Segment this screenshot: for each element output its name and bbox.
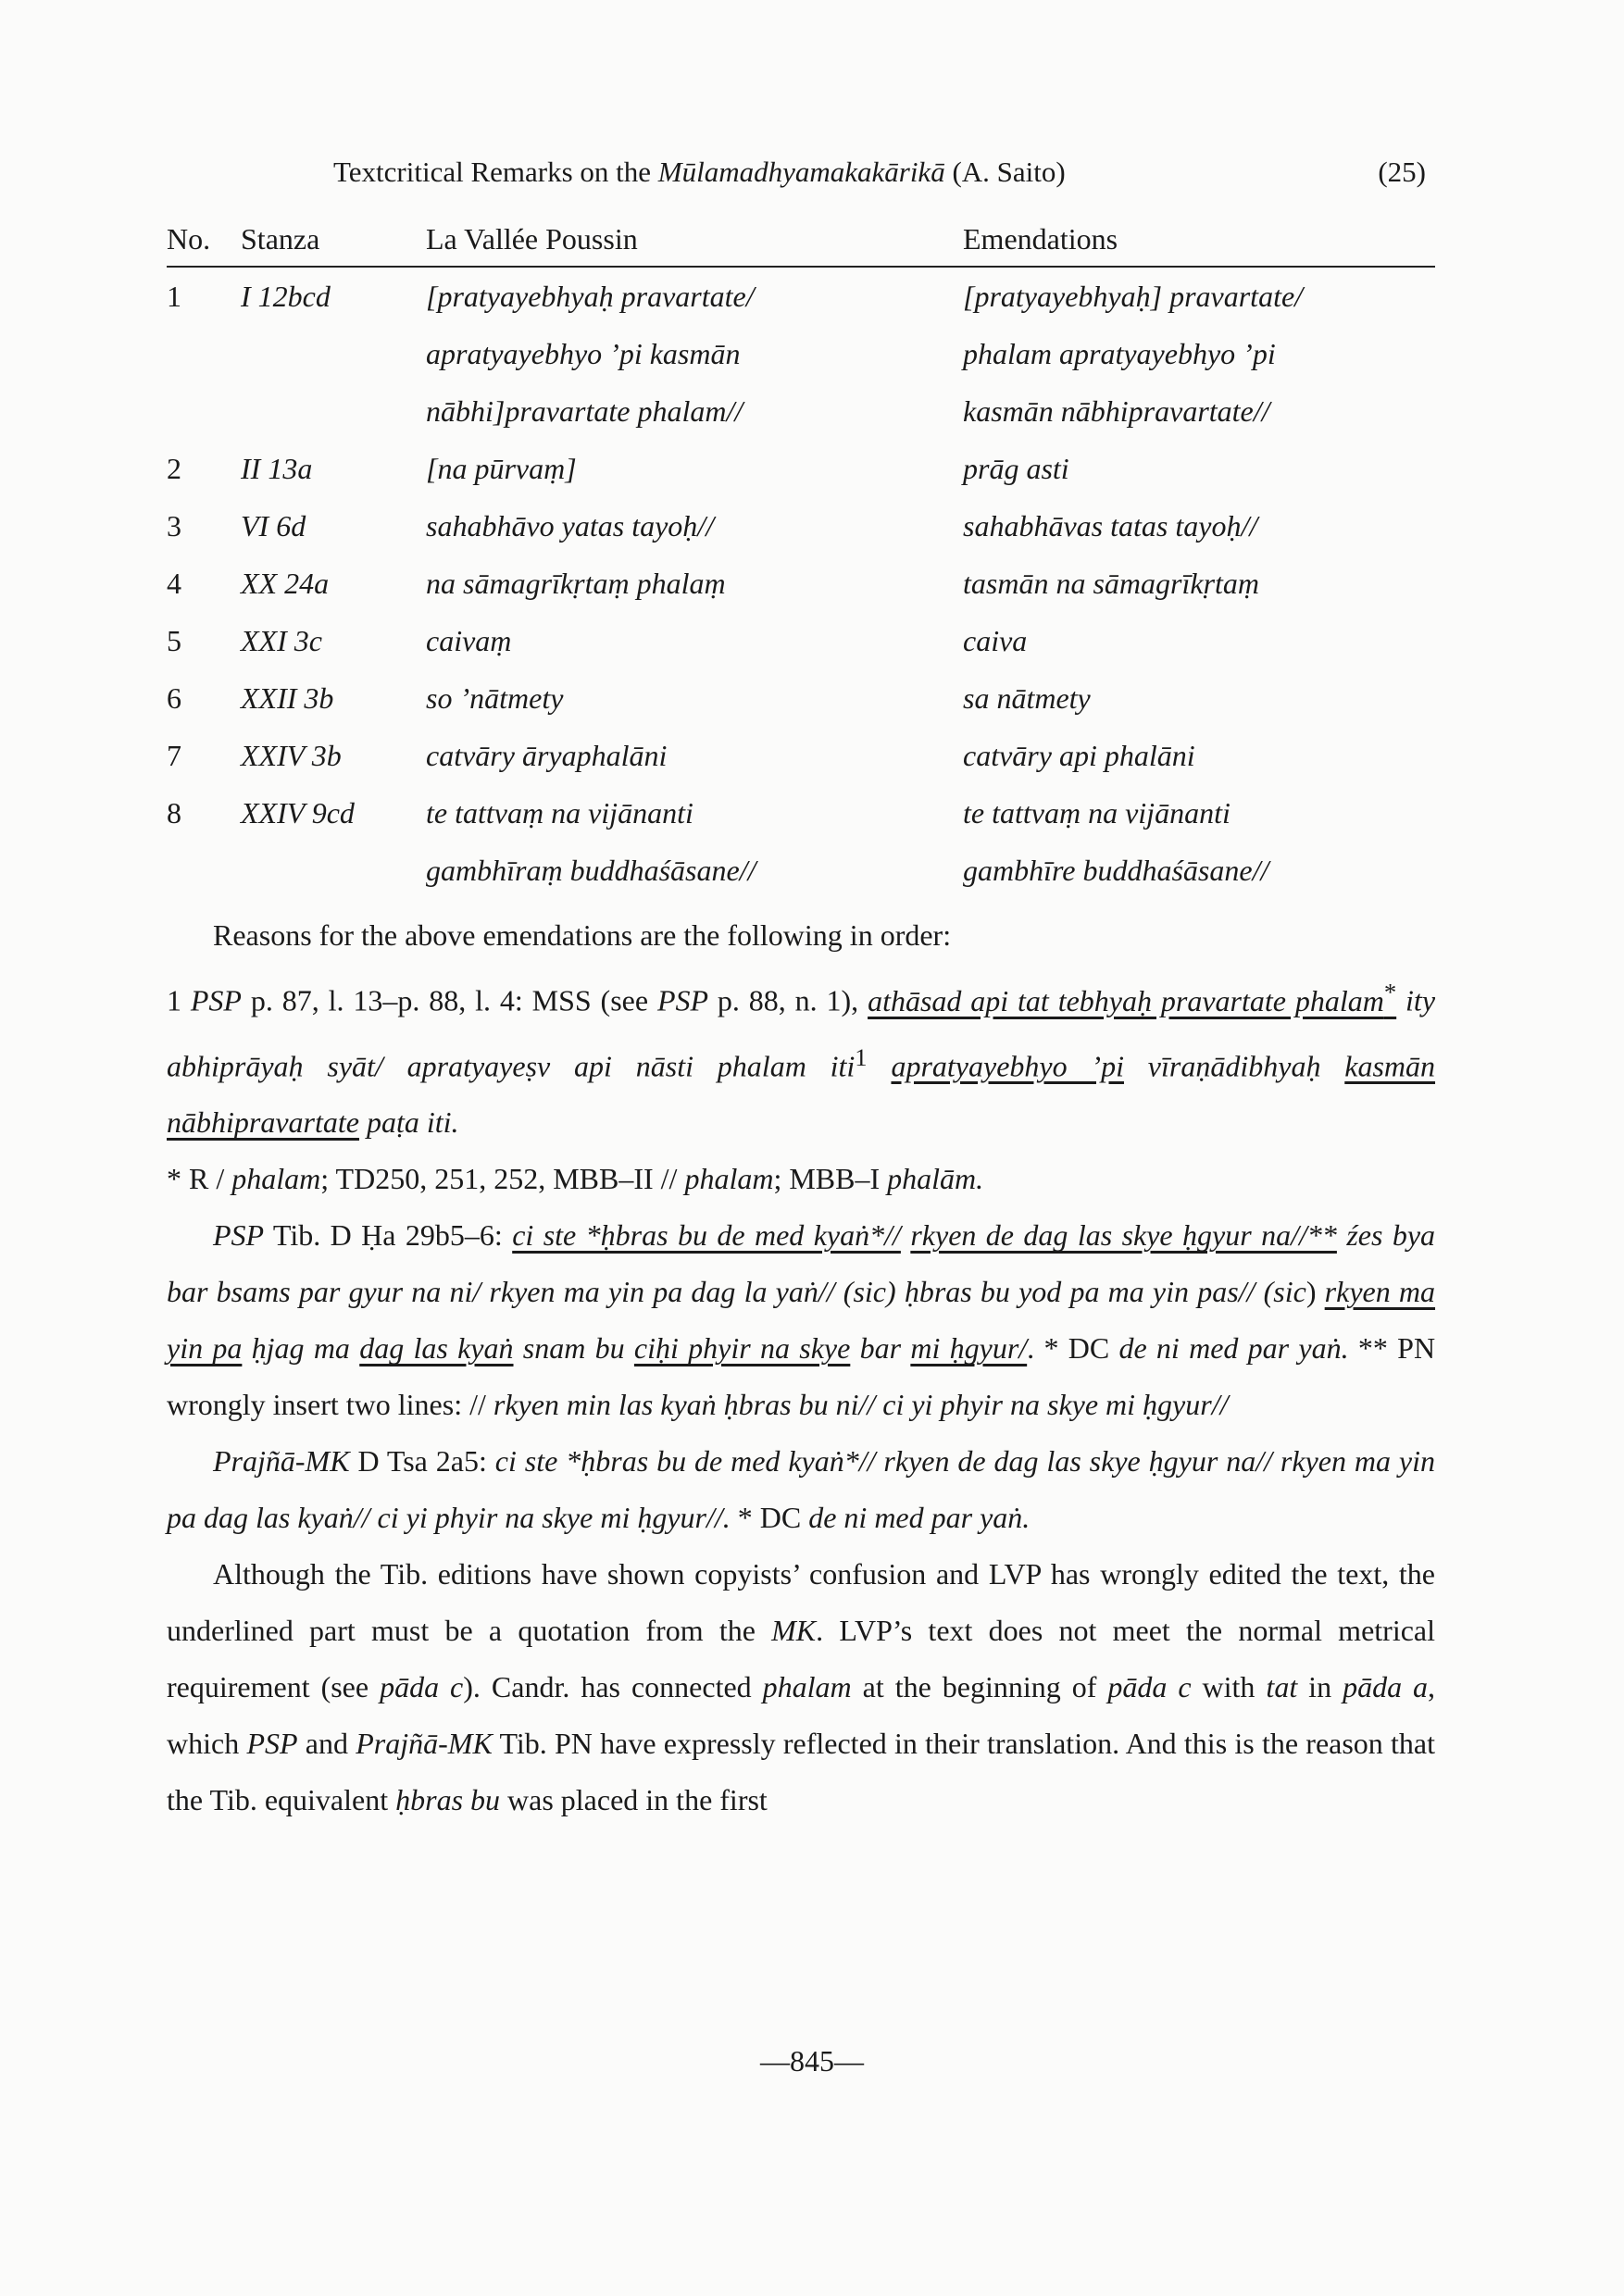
column-header-stanza: Stanza (241, 215, 426, 267)
paragraph-psp-tibetan: PSP Tib. D Ḥa 29b5–6: ci ste *ḥbras bu de med kyaṅ*// rkyen de dag las skye ḥgyur na//** źes bya bar bsams par gyur na ni/ rkyen ma yin pa dag la yaṅ// (sic) ḥbras bu yod pa ma yin pas// (sic) rkyen ma yin pa ḥjag ma dag las kyaṅ snam bu ciḥi phyir na skye bar mi ḥgyur/. * DC de ni med par yaṅ. ** PN wrongly insert two lines: // rkyen min las kyaṅ ḥbras bu ni// ci yi phyir na skye mi ḥgyur// (167, 1218, 1436, 1422)
column-header-no: No. (167, 215, 241, 267)
table-row (167, 669, 1435, 727)
row-emendation: sahabhāvas tatas tayoḥ// (963, 509, 1258, 543)
row-stanza: II 13a (241, 452, 313, 485)
table-row (167, 555, 1435, 612)
paragraph-discussion: Although the Tib. editions have shown copyists’ confusion and LVP has wrongly edited the text, the underlined part must be a quotation from the MK. LVP’s text does not meet the normal metrical requirement (see pāda c). Candr. has connected phalam at the beginning of pāda c with tat in pāda a, which PSP and Prajñā-MK Tib. PN have expressly reflected in their translation. And this is the reason that the Tib. equivalent ḥbras bu was placed in the first (167, 1557, 1436, 1817)
row-lvp: caivaṃ (426, 624, 512, 657)
body-text (167, 907, 1435, 1828)
paragraph-intro: Reasons for the above emendations are the following in order: (213, 918, 952, 952)
paragraph-psp-sanskrit: 1 PSP p. 87, l. 13–p. 88, l. 4: MSS (see PSP p. 88, n. 1), athāsad api tat tebhyaḥ pravartate phalam* ity abhiprāyaḥ syāt/ apratyayeṣv api nāsti phalam iti$^1$ apratyayebhyo ’pi vīraṇādibhyaḥ kasmān nābhipravartate paṭa iti. (167, 978, 1436, 1140)
row-lvp: na sāmagrīkṛtaṃ phalaṃ (426, 567, 726, 600)
row-stanza: I 12bcd (241, 280, 331, 313)
table-header-row (167, 215, 1435, 267)
row-number: 5 (167, 624, 181, 657)
row-emendation: caiva (963, 624, 1028, 657)
row-number: 2 (167, 452, 181, 485)
row-number: 6 (167, 681, 181, 715)
column-header-emendations: Emendations (963, 215, 1435, 267)
row-number: 7 (167, 739, 181, 772)
table-row (167, 267, 1435, 440)
paragraph-prajna-mk: Prajñā-MK D Tsa 2a5: ci ste *ḥbras bu de med kyaṅ*// rkyen de dag las skye ḥgyur na// rkyen ma yin pa dag las kyaṅ// ci yi phyir na skye mi ḥgyur//. * DC de ni med par yaṅ. (167, 1444, 1436, 1535)
table-row (167, 612, 1435, 669)
row-emendation: prāg asti (963, 452, 1069, 485)
table-row (167, 784, 1435, 899)
row-stanza: XXIV 9cd (241, 796, 355, 830)
row-stanza: VI 6d (241, 509, 306, 543)
emendations-table (167, 215, 1435, 899)
row-number: 3 (167, 509, 181, 543)
table-row (167, 497, 1435, 555)
table-row (167, 727, 1435, 784)
running-header (333, 156, 1426, 189)
row-stanza: XX 24a (241, 567, 330, 600)
row-lvp: sahabhāvo yatas tayoḥ// (426, 509, 715, 543)
row-emendation: te tattvaṃ na vijānanti gambhīre buddhaśāsane// (963, 796, 1269, 887)
row-emendation: catvāry api phalāni (963, 739, 1195, 772)
table-row (167, 440, 1435, 497)
row-number: 8 (167, 796, 181, 830)
row-lvp: catvāry āryaphalāni (426, 739, 668, 772)
row-lvp: te tattvaṃ na vijānanti gambhīraṃ buddhaśāsane// (426, 796, 756, 887)
column-header-lvp: La Vallée Poussin (426, 215, 963, 267)
running-title: Textcritical Remarks on the Mūlamadhyamakakārikā (A. Saito) (333, 156, 1066, 188)
page-number: —845— (760, 2044, 864, 2078)
row-lvp: [pratyayebhyaḥ pravartate/ apratyayebhyo ’pi kasmān nābhi]pravartate phalam// (426, 280, 755, 428)
page-reference: (25) (1378, 156, 1426, 188)
row-stanza: XXII 3b (241, 681, 334, 715)
row-emendation: tasmān na sāmagrīkṛtaṃ (963, 567, 1260, 600)
row-stanza: XXIV 3b (241, 739, 342, 772)
row-emendation: [pratyayebhyaḥ] pravartate/ phalam apratyayebhyo ’pi kasmān nābhipravartate// (963, 280, 1304, 428)
row-lvp: [na pūrvaṃ] (426, 452, 577, 485)
row-number: 4 (167, 567, 181, 600)
paragraph-footnote-variants: * R / phalam; TD250, 251, 252, MBB–II // phalam; MBB–I phalām. (167, 1162, 984, 1196)
row-number: 1 (167, 280, 181, 313)
row-emendation: sa nātmety (963, 681, 1091, 715)
row-stanza: XXI 3c (241, 624, 322, 657)
row-lvp: so ’nātmety (426, 681, 564, 715)
